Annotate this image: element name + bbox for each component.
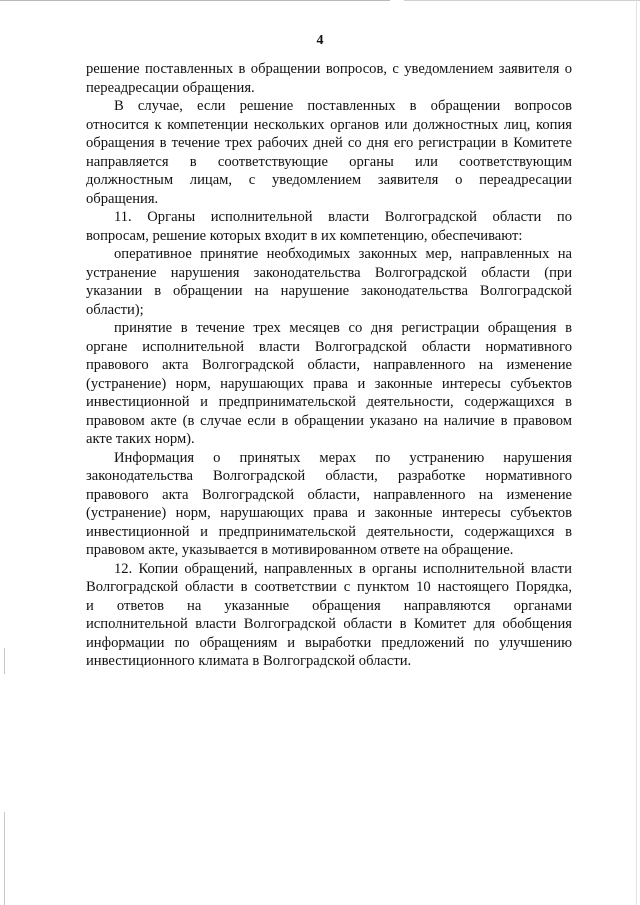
text-line: 11. Органы исполнительной власти Волгоградской области по <box>114 209 572 225</box>
text-line: инвестиционной и предпринимательской деятельности, содержащихся в <box>86 394 572 410</box>
scan-margin-mark <box>4 812 5 905</box>
paragraph <box>86 245 572 319</box>
text-line: правовом акте, указывается в мотивированном ответе на обращение. <box>86 542 514 558</box>
text-line: информации по обращениям и выработки предложений по улучшению <box>86 634 572 651</box>
text-line: органе исполнительной власти Волгоградской области нормативного <box>86 338 572 355</box>
text-line: акте таких норм). <box>86 431 195 447</box>
text-line: указании в обращении на нарушение законодательства Волгоградской <box>86 283 572 299</box>
text-line: оперативное принятие необходимых законных мер, направленных на <box>114 246 572 262</box>
text-line: (устранение) норм, нарушающих права и законные интересы субъектов <box>86 375 572 392</box>
scan-margin-mark <box>4 648 5 674</box>
paragraph <box>86 97 572 208</box>
paragraph <box>86 319 572 449</box>
text-line: В случае, если решение поставленных в обращении вопросов <box>114 98 572 114</box>
text-line: исполнительной власти Волгоградской области в Комитет для обобщения <box>86 616 572 632</box>
text-line: области); <box>86 301 144 318</box>
text-line: правовом акте (в случае если в обращении указано на наличие в правовом <box>86 412 572 429</box>
text-line: решение поставленных в обращении вопросов, с уведомлением заявителя о <box>86 61 572 77</box>
text-line: Волгоградской области в соответствии с пунктом 10 настоящего Порядка, <box>86 579 572 595</box>
paragraph <box>86 60 572 97</box>
text-line: правового акта Волгоградской области, направленного на изменение <box>86 357 572 373</box>
text-line: и ответов на указанные обращения направляются органами <box>86 597 572 614</box>
text-line: относится к компетенции нескольких органов или должностных лиц, копия <box>86 116 572 133</box>
scan-right-edge <box>636 0 637 905</box>
scan-top-edge <box>0 0 390 1</box>
text-line: обращения в течение трех рабочих дней со дня его регистрации в Комитете <box>86 135 572 151</box>
text-line: направляется в соответствующие органы или соответствующим <box>86 153 572 170</box>
text-line: инвестиционной и предпринимательской деятельности, содержащихся в <box>86 523 572 540</box>
text-line: устранение нарушения законодательства Волгоградской области (при <box>86 264 572 281</box>
text-line: переадресации обращения. <box>86 79 255 96</box>
text-line: Информация о принятых мерах по устранению нарушения <box>114 449 572 466</box>
text-line: принятие в течение трех месяцев со дня регистрации обращения в <box>114 320 572 336</box>
text-line: инвестиционного климата в Волгоградской области. <box>86 653 412 669</box>
text-line: (устранение) норм, нарушающих права и законные интересы субъектов <box>86 505 572 521</box>
paragraph <box>86 449 572 560</box>
paragraph <box>86 560 572 671</box>
text-line: 12. Копии обращений, направленных в органы исполнительной власти <box>114 560 572 577</box>
text-line: правового акта Волгоградской области, направленного на изменение <box>86 486 572 503</box>
page-number: 4 <box>316 33 324 48</box>
text-line: вопросам, решение которых входит в их компетенцию, обеспечивают: <box>86 227 523 244</box>
text-line: законодательства Волгоградской области, разработке нормативного <box>86 468 572 484</box>
paragraph <box>86 208 572 245</box>
text-line: обращения. <box>86 190 159 207</box>
scan-top-edge-right <box>404 0 640 1</box>
text-line: должностным лицам, с уведомлением заявителя о переадресации <box>86 172 572 188</box>
document-body <box>86 60 572 671</box>
